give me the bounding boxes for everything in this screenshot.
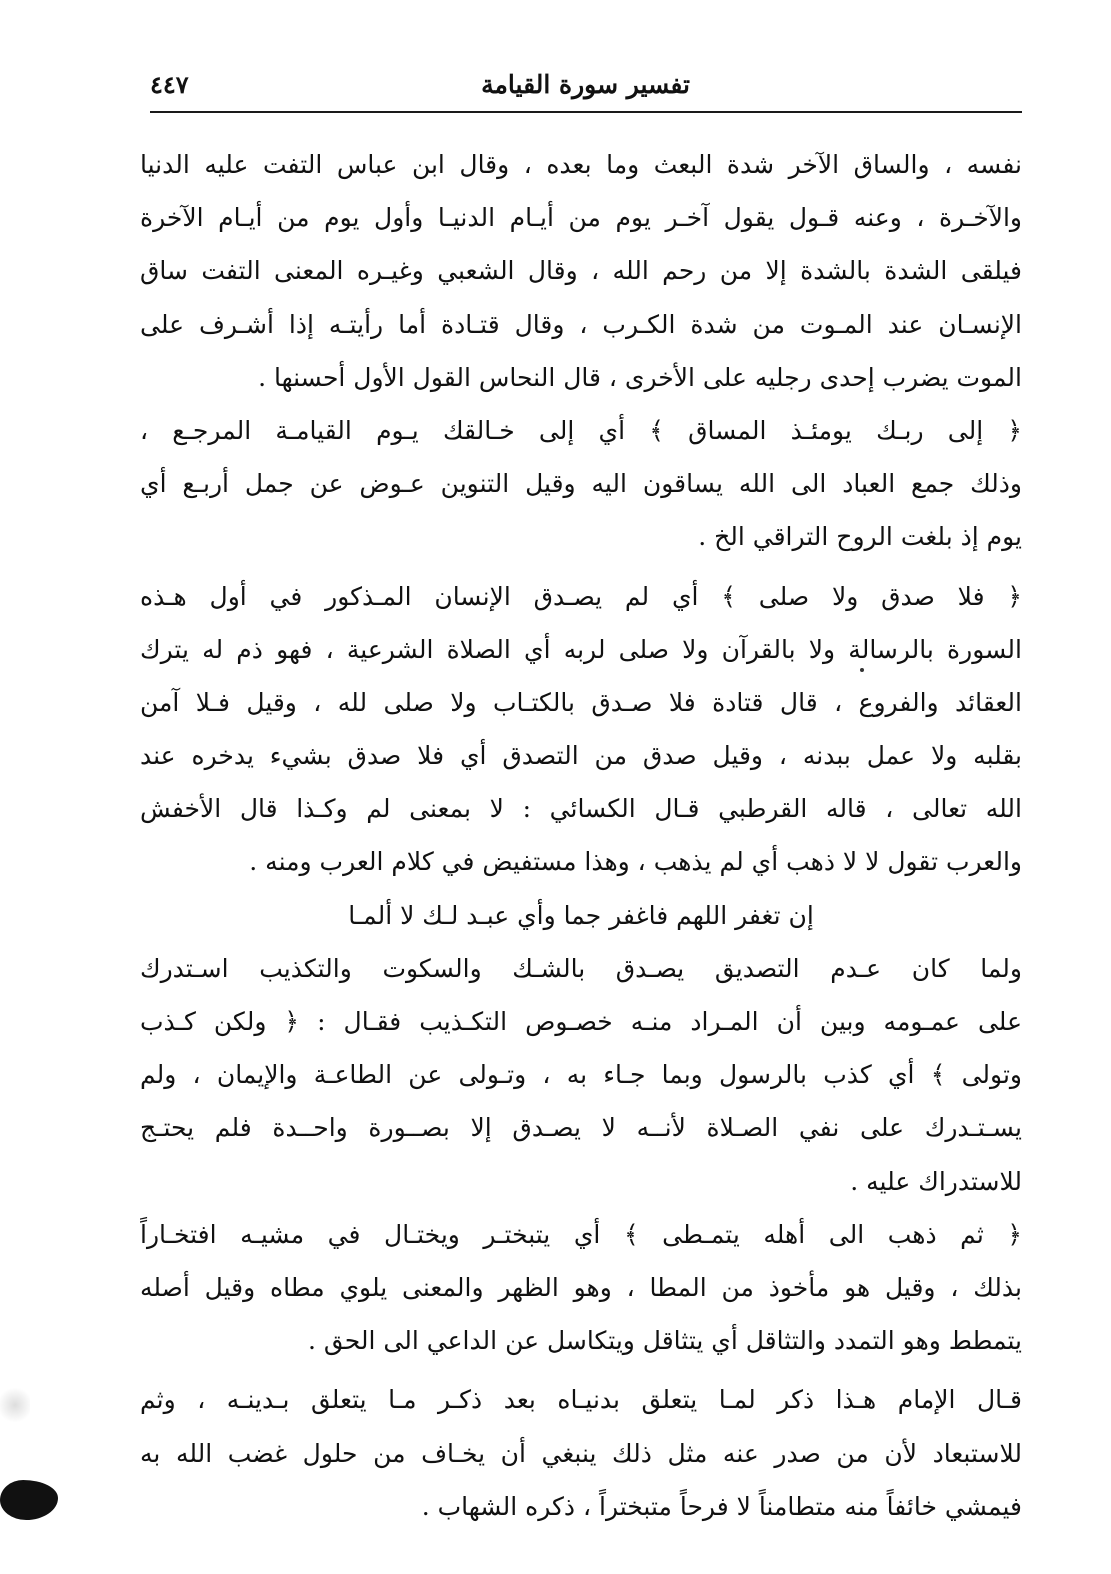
tafsir-text-body xyxy=(140,138,1022,1533)
text-line: العقائد والفروع ، قال قتادة فلا صـدق بالكتـاب ولا صلى لله ، وقيل فـلا آمن xyxy=(140,687,1022,717)
verse-line: ﴿ إلى ربـك يومئـذ المساق ﴾ أي إلى خـالقك يـوم القيامـة المرجـع ، xyxy=(140,415,1022,445)
text-line: يتمطط وهو التمدد والتثاقل أي يتثاقل ويتكاسل عن الداعي الى الحق . xyxy=(308,1326,1022,1356)
text-line: وتولى ﴾ أي كذب بالرسول وبما جـاء به ، وتـولى عن الطاعـة والإيمان ، ولم xyxy=(140,1060,1022,1090)
text-line: الله تعالى ، قاله القرطبي قـال الكسائي : لا بمعنى لم وكـذا قال الأخفش xyxy=(140,794,1022,824)
text-line: وذلك جمع العباد الى الله يساقون اليه وقيل التنوين عـوض عن جمل أربـع أي xyxy=(140,469,1022,499)
text-line: على عمـومه وبين أن المـراد منـه خصـوص التكـذيب فقـال : ﴿ ولكن كـذب xyxy=(140,1007,1022,1036)
text-line: قـال الإمام هـذا ذكر لمـا يتعلق بدنيـاه بعد ذكـر مـا يتعلق بـدينـه ، وثم xyxy=(140,1385,1022,1415)
text-line: يوم إذ بلغت الروح التراقي الخ . xyxy=(698,522,1022,552)
poetry-verse: إن تغفر اللهم فاغفر جما وأي عبـد لـك لا ألمـا xyxy=(348,900,814,930)
text-line: بقلبه ولا عمل ببدنه ، وقيل صدق من التصدق أي فلا صدق بشيء يدخره عند xyxy=(140,741,1022,771)
text-line: بذلك ، وقيل هو مأخوذ من المطا ، وهو الظهر والمعنى يلوي مطاه وقيل أصله xyxy=(140,1272,1022,1302)
text-line: الموت يضرب إحدى رجليه على الأخرى ، قال النحاس القول الأول أحسنها . xyxy=(258,362,1022,392)
text-line: الإنسـان عند المـوت من شدة الكـرب ، وقال قتـادة أما رأيتـه إذا أشـرف على xyxy=(140,309,1022,339)
page-header xyxy=(150,66,1020,106)
ink-blot xyxy=(0,1480,58,1520)
text-line: فيمشي خائفاً منه متطامناً لا فرحاً متبختراً ، ذكره الشهاب . xyxy=(421,1491,1022,1521)
verse-line: ﴿ ثم ذهب الى أهله يتمـطى ﴾ أي يتبختـر ويختـال في مشيـه افتخـاراً xyxy=(140,1219,1022,1249)
text-line: ولما كان عـدم التصديق يصـدق بالشـك والسكوت والتكذيب اسـتدرك xyxy=(140,953,1022,983)
header-divider xyxy=(150,111,1022,113)
text-line: للاستبعاد لأن من صدر عنه مثل ذلك ينبغي أن يخـاف من حلول غضب الله به xyxy=(140,1438,1022,1468)
verse-line: ﴿ فلا صدق ولا صلى ﴾ أي لم يصـدق الإنسان المـذكور في أول هـذه xyxy=(140,581,1022,611)
text-line: والعرب تقول لا لا ذهب أي لم يذهب ، وهذا مستفيض في كلام العرب ومنه . xyxy=(249,847,1022,877)
text-line: فيلقى الشدة بالشدة إلا من رحم الله ، وقال الشعبي وغيـره المعنى التفت ساق xyxy=(140,256,1022,286)
page-number: ٤٤٧ xyxy=(150,70,189,99)
running-title: تفسير سورة القيامة xyxy=(481,70,690,99)
scan-smudge xyxy=(0,1385,30,1425)
text-line: نفسه ، والساق الآخر شدة البعث وما بعده ، وقال ابن عباس التفت عليه الدنيا xyxy=(140,150,1022,179)
text-line: للاستدراك عليه . xyxy=(850,1166,1022,1196)
text-line: السورة بالرسالة ولا بالقرآن ولا صلى لربه أي الصلاة الشرعية ، فهو ذم له يترك xyxy=(140,634,1022,664)
text-line: والآخـرة ، وعنه قـول يقول آخـر يوم من أيـام الدنيـا وأول يوم من أيـام الآخرة xyxy=(140,203,1022,233)
ink-speck xyxy=(860,668,864,672)
text-line: يسـتـدرك على نفي الصـلاة لأنــه لا يصـدق إلا بصــورة واحــدة فلم يحتـج xyxy=(140,1113,1022,1143)
